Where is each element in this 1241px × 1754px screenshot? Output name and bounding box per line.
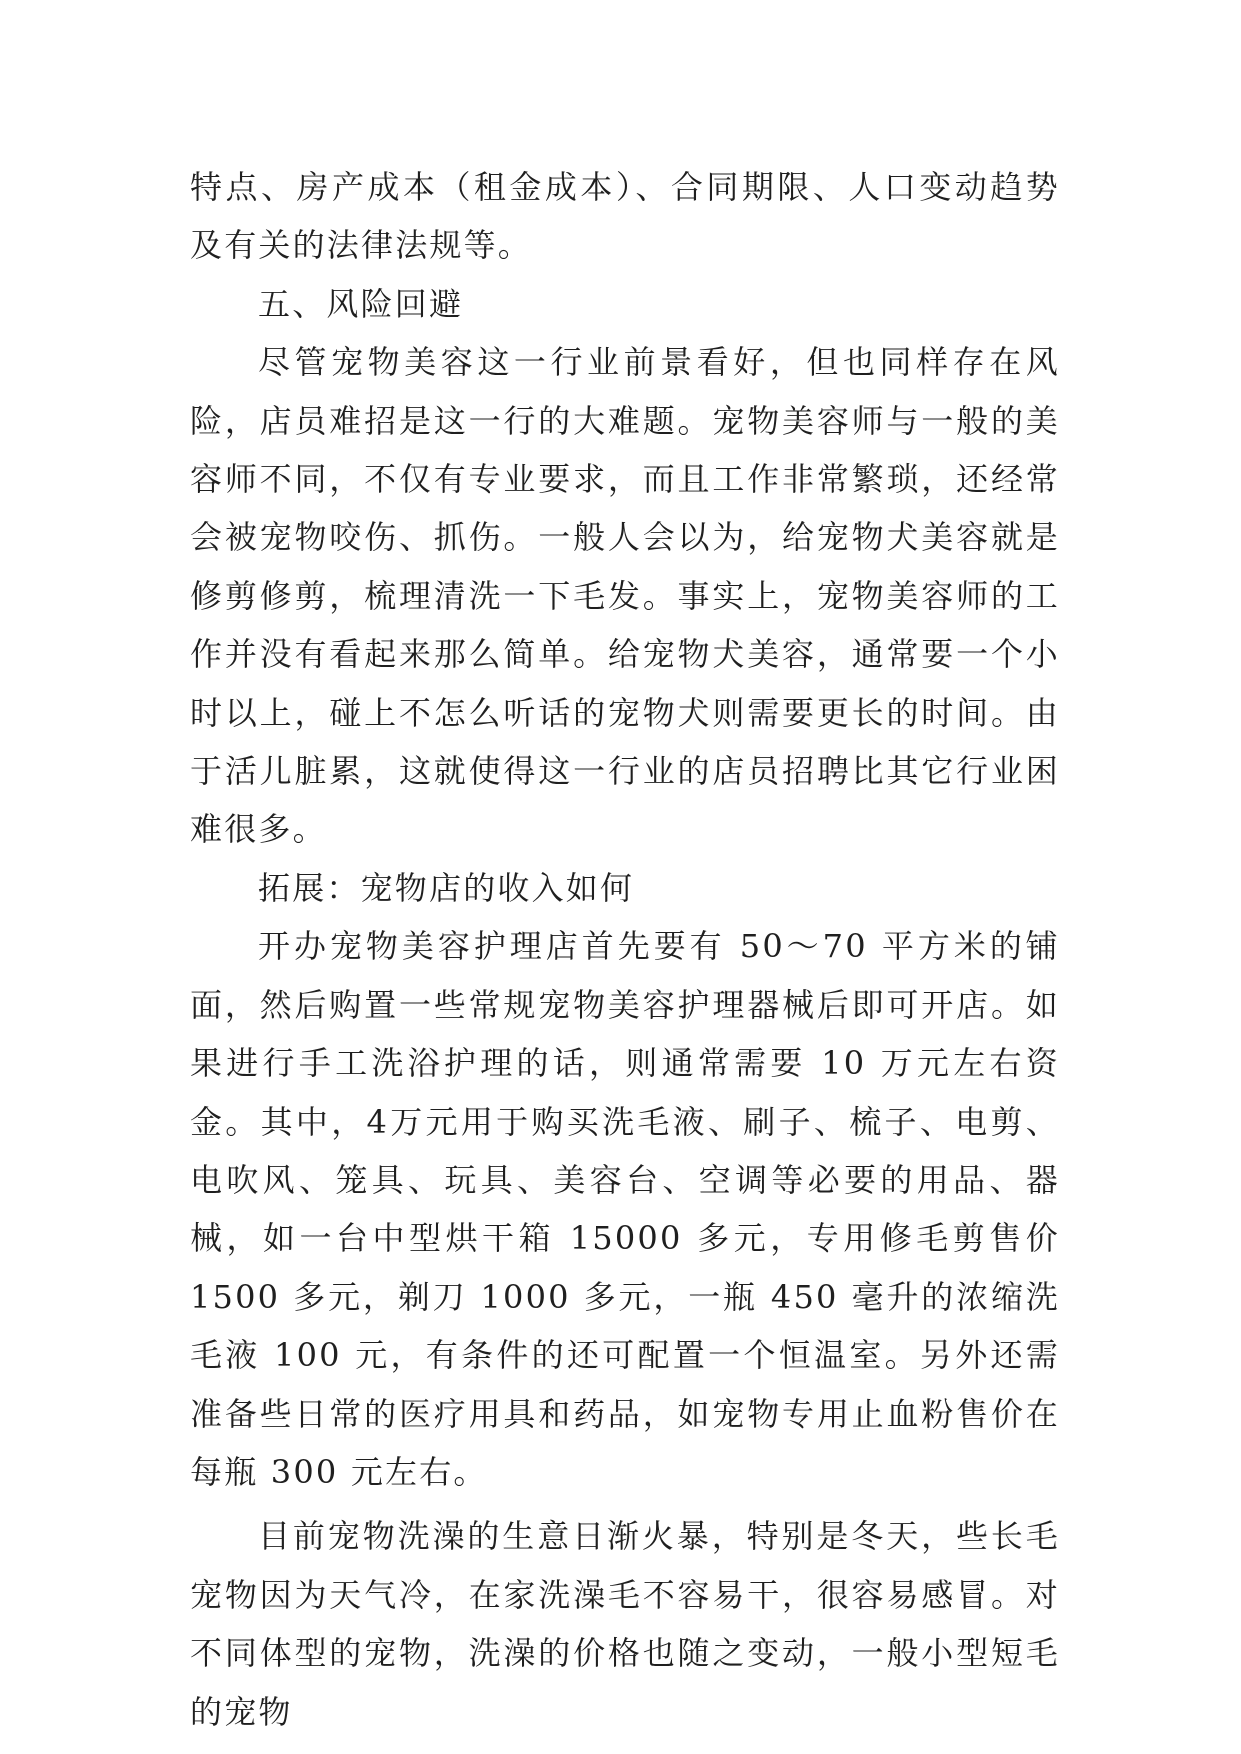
- paragraph-risk-details: 尽管宠物美容这一行业前景看好，但也同样存在风险，店员难招是这一行的大难题。宠物美容师与一般的美容师不同，不仅有专业要求，而且工作非常繁琐，还经常会被宠物咬伤、抓伤。一般人会以为，给宠物犬美容就是修剪修剪，梳理清洗一下毛发。事实上，宠物美容师的工作并没有看起来那么简单。给宠物犬美容，通常要一个小时以上，碰上不怎么听话的宠物犬则需要更长的时间。由于活儿脏累，这就使得这一行业的店员招聘比其它行业困难很多。: [190, 343, 1060, 849]
- paragraph-startup-costs: 开办宠物美容护理店首先要有 50～70 平方米的铺面，然后购置一些常规宠物美容护理器械后即可开店。如果进行手工洗浴护理的话，则通常需要 10 万元左右资金。其中，4万元用于购买洗毛液、刷子、梳子、电剪、电吹风、笼具、玩具、美容台、空调等必要的用品、器械，如一台中型烘干箱 15000 多元，专用修毛剪售价 1500 多元，剃刀 1000 多元，一瓶 450 毫升的浓缩洗毛液 100 元，有条件的还可配置一个恒温室。另外还需准备些日常的医疗用具和药品，如宠物专用止血粉售价在每瓶 300 元左右。: [190, 927, 1060, 1491]
- document-body: [190, 158, 1060, 1741]
- section-heading-extension: 拓展：宠物店的收入如何: [258, 868, 635, 907]
- paragraph-1: 特点、房产成本（租金成本）、合同期限、人口变动趋势及有关的法律法规等。: [190, 168, 1060, 265]
- section-heading-risk-avoidance: 五、风险回避: [258, 284, 464, 323]
- paragraph-bathing-business: 目前宠物洗澡的生意日渐火暴，特别是冬天，些长毛宠物因为天气冷，在家洗澡毛不容易干，很容易感冒。对不同体型的宠物，洗澡的价格也随之变动，一般小型短毛的宠物: [190, 1517, 1060, 1731]
